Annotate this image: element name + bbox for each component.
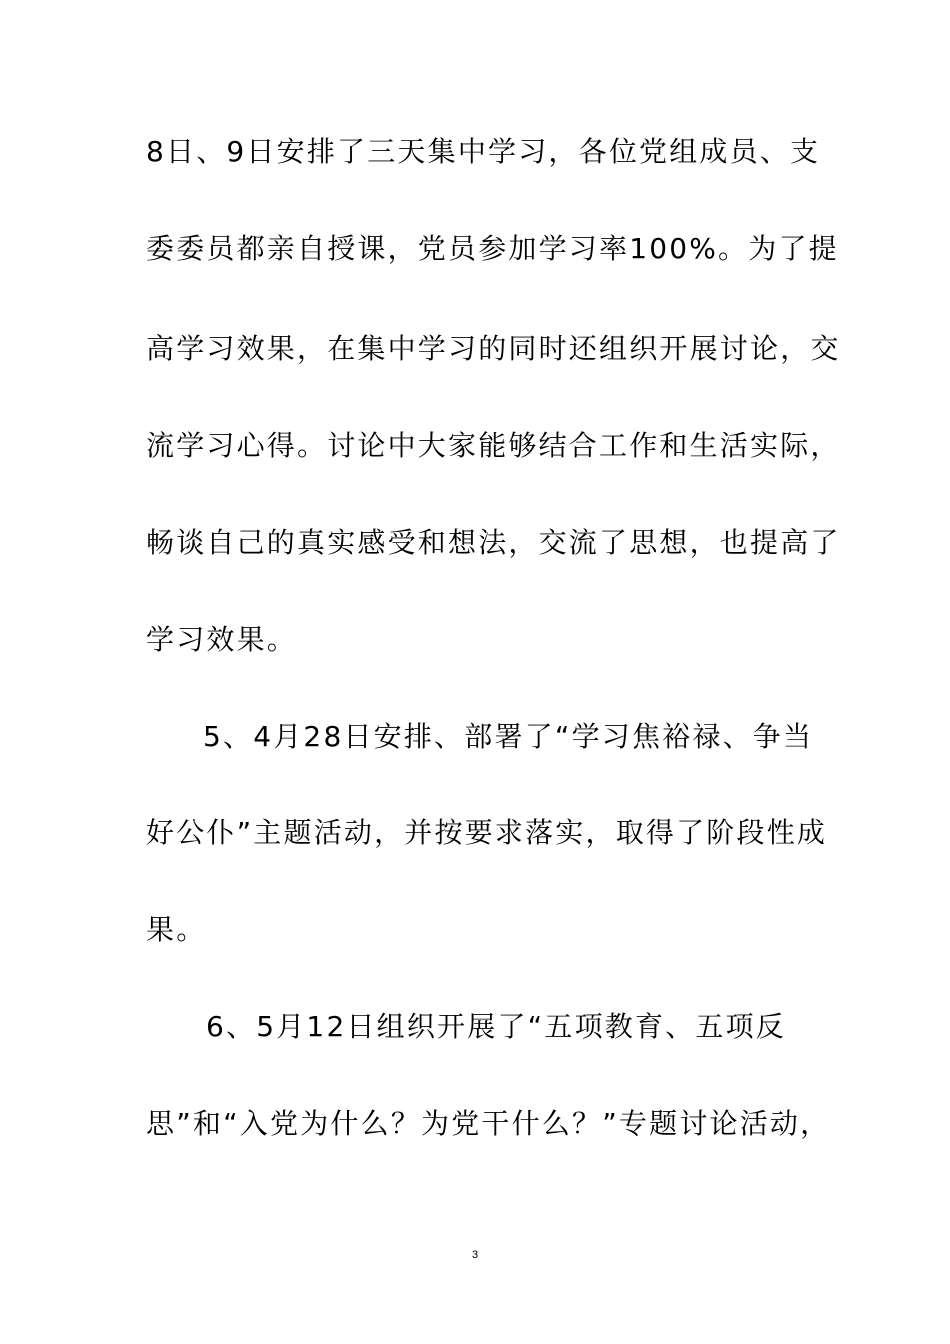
page-number: 3 bbox=[471, 1249, 479, 1261]
text-line-9: 果。 bbox=[146, 913, 207, 946]
text-line-10: 6、5月12日组织开展了“五项教育、五项反 bbox=[206, 1010, 786, 1043]
text-line-6: 学习效果。 bbox=[146, 623, 298, 656]
text-line-5: 畅谈自己的真实感受和想法，交流了思想，也提高了 bbox=[146, 526, 841, 559]
text-line-2: 委委员都亲自授课，党员参加学习率100%。为了提 bbox=[146, 232, 839, 265]
text-line-7: 5、4月28日安排、部署了“学习焦裕禄、争当 bbox=[203, 720, 814, 753]
text-line-8: 好公仆”主题活动，并按要求落实，取得了阶段性成 bbox=[146, 816, 828, 849]
text-line-4: 流学习心得。讨论中大家能够结合工作和生活实际， bbox=[146, 429, 841, 462]
text-line-11: 思”和“入党为什么？为党干什么？”专题讨论活动， bbox=[146, 1107, 831, 1140]
text-line-1: 8日、9日安排了三天集中学习，各位党组成员、支 bbox=[146, 135, 821, 168]
text-line-3: 高学习效果，在集中学习的同时还组织开展讨论，交 bbox=[146, 332, 841, 365]
